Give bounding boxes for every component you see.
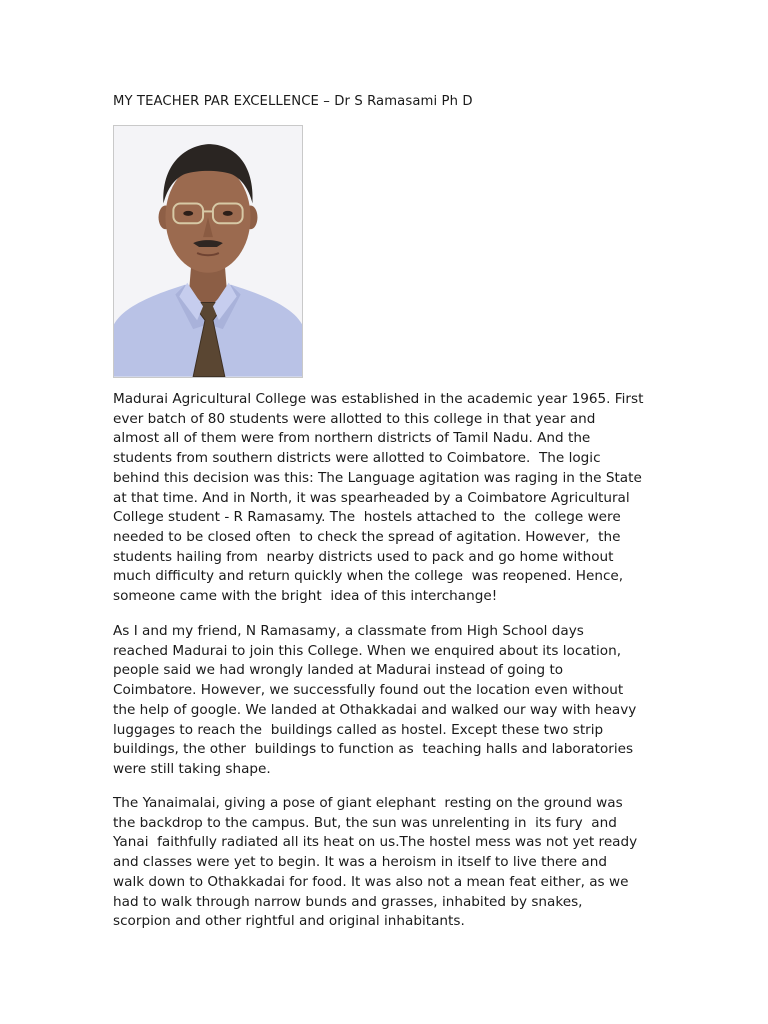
paragraph-line: scorpion and other rightful and original inhabitants. (113, 913, 465, 930)
paragraph-line: behind this decision was this: The Language agitation was raging in the State (113, 469, 642, 486)
paragraph-line: walk down to Othakkadai for food. It was also not a mean feat either, as we (113, 873, 629, 890)
paragraph-line: someone came with the bright idea of this interchange! (113, 588, 498, 605)
paragraph-line: buildings, the other buildings to function as teaching halls and laboratories (113, 741, 634, 758)
paragraph-line: Yanai faithfully radiated all its heat on us.The hostel mess was not yet ready (113, 834, 638, 851)
paragraph-line: the backdrop to the campus. But, the sun was unrelenting in its fury and (113, 814, 617, 831)
paragraph-line: were still taking shape. (113, 760, 271, 777)
paragraph-line: almost all of them were from northern districts of Tamil Nadu. And the (113, 430, 591, 447)
portrait-photo (113, 125, 303, 378)
portrait-icon (114, 126, 302, 377)
paragraph-line: College student - R Ramasamy. The hostels attached to the college were (113, 509, 621, 526)
paragraph-line: Madurai Agricultural College was established in the academic year 1965. First (113, 391, 644, 407)
paragraph-line: at that time. And in North, it was spearheaded by a Coimbatore Agricultural (113, 489, 630, 506)
paragraph-line: and classes were yet to begin. It was a heroism in itself to live there and (113, 854, 607, 871)
paragraph-line: the help of google. We landed at Othakkadai and walked our way with heavy (113, 701, 637, 718)
paragraph-2 (113, 622, 673, 780)
paragraph-line: people said we had wrongly landed at Madurai instead of going to (113, 662, 564, 679)
paragraph-line: reached Madurai to join this College. When we enquired about its location, (113, 642, 622, 659)
paragraph-line: had to walk through narrow bunds and grasses, inhabited by snakes, (113, 893, 583, 910)
paragraph-1 (113, 390, 673, 607)
paragraph-line: much difficulty and return quickly when the college was reopened. Hence, (113, 568, 624, 585)
paragraph-line: The Yanaimalai, giving a pose of giant elephant resting on the ground was (113, 795, 623, 811)
paragraph-line: luggages to reach the buildings called as hostel. Except these two strip (113, 721, 604, 738)
paragraph-line: needed to be closed often to check the spread of agitation. However, the (113, 528, 621, 545)
paragraph-line: As I and my friend, N Ramasamy, a classmate from High School days (113, 623, 584, 639)
paragraph-line: students from southern districts were allotted to Coimbatore. The logic (113, 450, 601, 467)
paragraph-line: Coimbatore. However, we successfully found out the location even without (113, 682, 624, 699)
paragraph-line: ever batch of 80 students were allotted to this college in that year and (113, 410, 596, 427)
paragraph-line: students hailing from nearby districts used to pack and go home without (113, 548, 614, 565)
paragraph-3 (113, 794, 673, 932)
document-title: MY TEACHER PAR EXCELLENCE – Dr S Ramasami Ph D (113, 94, 473, 109)
